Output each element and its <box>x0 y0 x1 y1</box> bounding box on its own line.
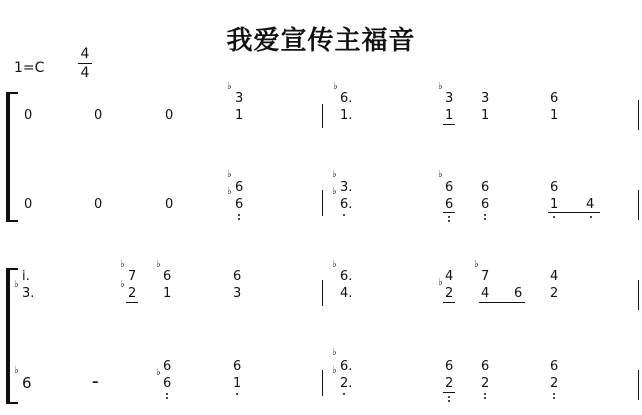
low-octave-dot <box>343 214 345 216</box>
low-octave-dot <box>553 216 555 218</box>
barline <box>638 100 639 130</box>
meter-top: 4 <box>80 46 90 62</box>
note: 6 <box>233 359 242 374</box>
flat-sign: ♭ <box>14 365 19 376</box>
note: 6 <box>481 197 490 212</box>
note: 0 <box>24 108 33 123</box>
note: 2 <box>550 286 559 301</box>
note: 6 <box>550 91 559 106</box>
note: 6 <box>163 359 172 374</box>
note: 3 <box>233 286 242 301</box>
note: 6 <box>550 180 559 195</box>
note: 6 <box>163 376 172 391</box>
barline <box>322 104 323 128</box>
low-octave-dot <box>484 397 486 399</box>
note: 6 <box>233 269 242 284</box>
system1-bracket-bottom <box>6 220 18 222</box>
note: 3 <box>235 91 244 106</box>
note: 6 <box>445 180 454 195</box>
underline <box>443 392 455 393</box>
flat-sign: ♭ <box>438 169 443 180</box>
note: 1 <box>445 108 454 123</box>
note: 6 <box>481 180 490 195</box>
flat-sign: ♭ <box>332 186 337 197</box>
flat-sign: ♭ <box>227 186 232 197</box>
underline <box>443 212 455 213</box>
note: 2. <box>340 376 353 391</box>
note: 6 <box>163 269 172 284</box>
note: 1. <box>340 108 353 123</box>
flat-sign: ♭ <box>332 169 337 180</box>
note: 6 <box>445 197 454 212</box>
note: 3. <box>22 286 35 301</box>
low-octave-dot <box>553 397 555 399</box>
low-octave-dot <box>553 393 555 395</box>
underline <box>443 124 455 125</box>
underline <box>443 302 455 303</box>
system1-bracket-top <box>6 92 18 94</box>
underline <box>479 302 525 303</box>
note: 2 <box>550 376 559 391</box>
flat-sign: ♭ <box>227 81 232 92</box>
note: 0 <box>94 197 103 212</box>
note: 6 <box>445 359 454 374</box>
note: 4 <box>481 286 490 301</box>
note: 6. <box>340 91 353 106</box>
low-octave-dot <box>448 216 450 218</box>
barline <box>322 190 323 216</box>
system2-bracket <box>6 268 10 404</box>
flat-sign: ♭ <box>332 347 337 358</box>
note: 1 <box>163 286 172 301</box>
note: 3 <box>445 91 454 106</box>
note: 6. <box>340 269 353 284</box>
note: 6 <box>235 197 244 212</box>
note: 1 <box>550 108 559 123</box>
time-signature <box>78 46 92 81</box>
flat-sign: ♭ <box>333 81 338 92</box>
note: 6. <box>340 359 353 374</box>
system2-bracket-bottom <box>6 402 18 404</box>
low-octave-dot <box>236 393 238 395</box>
low-octave-dot <box>448 400 450 402</box>
low-octave-dot <box>238 214 240 216</box>
low-octave-dot <box>590 216 592 218</box>
flat-sign: ♭ <box>156 259 161 270</box>
underline <box>126 302 138 303</box>
underline <box>548 212 600 213</box>
note: 6 <box>514 286 523 301</box>
barline <box>638 370 639 400</box>
system2-bracket-top <box>6 268 18 270</box>
flat-sign: ♭ <box>332 365 337 376</box>
note: 2 <box>445 286 454 301</box>
low-octave-dot <box>448 220 450 222</box>
low-octave-dot <box>238 218 240 220</box>
note: 0 <box>24 197 33 212</box>
barline <box>638 190 639 220</box>
note: 1 <box>481 108 490 123</box>
note: 7 <box>481 269 490 284</box>
flat-sign: ♭ <box>227 169 232 180</box>
note: 1 <box>550 197 559 212</box>
note: 2 <box>445 376 454 391</box>
meter-divider <box>78 63 92 64</box>
low-octave-dot <box>484 393 486 395</box>
flat-sign: ♭ <box>156 367 161 378</box>
meter-bottom: 4 <box>80 65 90 81</box>
note: 1 <box>235 108 244 123</box>
low-octave-dot <box>484 218 486 220</box>
note: i. <box>22 269 30 284</box>
low-octave-dot <box>166 397 168 399</box>
note: 4 <box>550 269 559 284</box>
note: 6 <box>550 359 559 374</box>
note: 6 <box>481 359 490 374</box>
note: 6 <box>235 180 244 195</box>
flat-sign: ♭ <box>438 277 443 288</box>
note: 2 <box>128 286 137 301</box>
key-signature: 1=C <box>14 60 45 76</box>
barline <box>322 370 323 396</box>
note: 4 <box>586 197 595 212</box>
note: 4. <box>340 286 353 301</box>
note: 3 <box>481 91 490 106</box>
note: 3. <box>340 180 353 195</box>
note: 0 <box>165 197 174 212</box>
note: 4 <box>445 269 454 284</box>
low-octave-dot <box>484 214 486 216</box>
low-octave-dot <box>343 393 345 395</box>
note: 0 <box>165 108 174 123</box>
flat-sign: ♭ <box>332 259 337 270</box>
note: 7 <box>128 269 137 284</box>
note: 2 <box>481 376 490 391</box>
flat-sign: ♭ <box>438 81 443 92</box>
flat-sign: ♭ <box>120 259 125 270</box>
system1-bracket <box>6 92 10 222</box>
barline <box>638 280 639 310</box>
flat-sign: ♭ <box>120 279 125 290</box>
note: 0 <box>94 108 103 123</box>
low-octave-dot <box>448 396 450 398</box>
flat-sign: ♭ <box>474 259 479 270</box>
note: – <box>92 375 99 390</box>
barline <box>322 280 323 306</box>
flat-sign: ♭ <box>14 279 19 290</box>
note: 1 <box>233 376 242 391</box>
low-octave-dot <box>166 393 168 395</box>
score-title: 我爱宣传主福音 <box>226 26 416 56</box>
note: 6. <box>340 197 353 212</box>
note: 6 <box>22 374 32 392</box>
